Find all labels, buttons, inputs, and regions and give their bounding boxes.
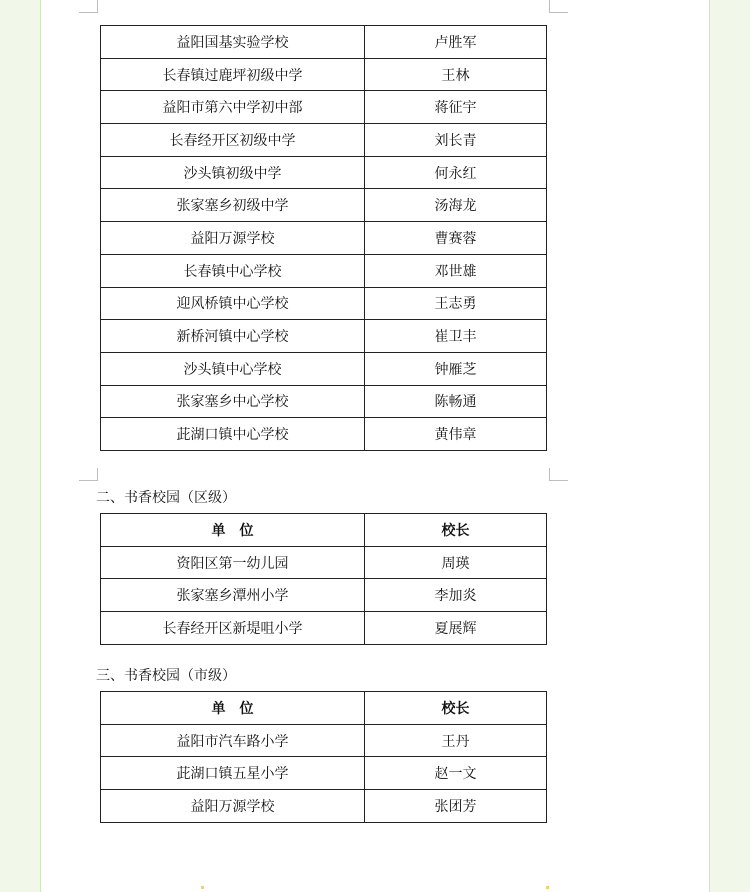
school-cell: 长春镇过鹿坪初级中学 [101, 58, 365, 91]
document-page [40, 0, 710, 892]
principal-header: 校长 [365, 692, 547, 725]
table-row [101, 385, 547, 418]
section-heading-city: 三、书香校园（市级） [96, 668, 236, 684]
principal-cell: 张团芳 [365, 790, 547, 823]
school-cell: 张家塞乡中心学校 [101, 385, 365, 418]
table-row [101, 320, 547, 353]
school-cell: 长春镇中心学校 [101, 254, 365, 287]
school-cell: 益阳国基实验学校 [101, 26, 365, 59]
principal-cell: 王丹 [365, 724, 547, 757]
table-row [101, 156, 547, 189]
school-cell: 长春经开区初级中学 [101, 124, 365, 157]
school-cell: 张家塞乡潭州小学 [101, 579, 365, 612]
principal-cell: 周瑛 [365, 546, 547, 579]
school-cell: 资阳区第一幼儿园 [101, 546, 365, 579]
principal-cell: 王林 [365, 58, 547, 91]
principal-cell: 邓世雄 [365, 254, 547, 287]
principal-cell: 崔卫丰 [365, 320, 547, 353]
table-row [101, 26, 547, 59]
school-table-district [100, 513, 547, 645]
table-row [101, 189, 547, 222]
table-row [101, 124, 547, 157]
table-row [101, 91, 547, 124]
page-corner-mark-top-right [549, 0, 568, 13]
table-row [101, 418, 547, 451]
table-row [101, 546, 547, 579]
unit-header: 单 位 [101, 514, 365, 547]
school-cell: 长春经开区新堤咀小学 [101, 612, 365, 645]
table-row [101, 724, 547, 757]
section-heading-district: 二、书香校园（区级） [96, 490, 236, 506]
school-table-1 [100, 25, 547, 451]
school-cell: 沙头镇初级中学 [101, 156, 365, 189]
principal-cell: 钟雁芝 [365, 352, 547, 385]
table-row [101, 790, 547, 823]
principal-cell: 陈畅通 [365, 385, 547, 418]
principal-header: 校长 [365, 514, 547, 547]
page-corner-mark-bottom-left [79, 468, 98, 481]
table-row [101, 287, 547, 320]
school-cell: 张家塞乡初级中学 [101, 189, 365, 222]
school-cell: 益阳万源学校 [101, 222, 365, 255]
table-header-row [101, 514, 547, 547]
school-cell: 益阳市第六中学初中部 [101, 91, 365, 124]
unit-header: 单 位 [101, 692, 365, 725]
table-header-row [101, 692, 547, 725]
school-cell: 益阳市汽车路小学 [101, 724, 365, 757]
principal-cell: 蒋征宇 [365, 91, 547, 124]
table-row [101, 579, 547, 612]
school-cell: 益阳万源学校 [101, 790, 365, 823]
table-row [101, 254, 547, 287]
school-cell: 新桥河镇中心学校 [101, 320, 365, 353]
principal-cell: 黄伟章 [365, 418, 547, 451]
principal-cell: 赵一文 [365, 757, 547, 790]
school-cell: 沙头镇中心学校 [101, 352, 365, 385]
page-edge-mark [546, 886, 549, 889]
page-edge-mark [201, 886, 204, 889]
principal-cell: 李加炎 [365, 579, 547, 612]
principal-cell: 王志勇 [365, 287, 547, 320]
page-corner-mark-top-left [79, 0, 98, 13]
school-cell: 茈湖口镇五星小学 [101, 757, 365, 790]
principal-cell: 刘长青 [365, 124, 547, 157]
school-cell: 茈湖口镇中心学校 [101, 418, 365, 451]
table-row [101, 612, 547, 645]
principal-cell: 汤海龙 [365, 189, 547, 222]
table-row [101, 352, 547, 385]
table-row [101, 222, 547, 255]
principal-cell: 卢胜军 [365, 26, 547, 59]
principal-cell: 何永红 [365, 156, 547, 189]
page-corner-mark-bottom-right [549, 468, 568, 481]
table-row [101, 58, 547, 91]
school-table-city [100, 691, 547, 823]
table-row [101, 757, 547, 790]
school-cell: 迎风桥镇中心学校 [101, 287, 365, 320]
principal-cell: 曹赛蓉 [365, 222, 547, 255]
principal-cell: 夏展辉 [365, 612, 547, 645]
